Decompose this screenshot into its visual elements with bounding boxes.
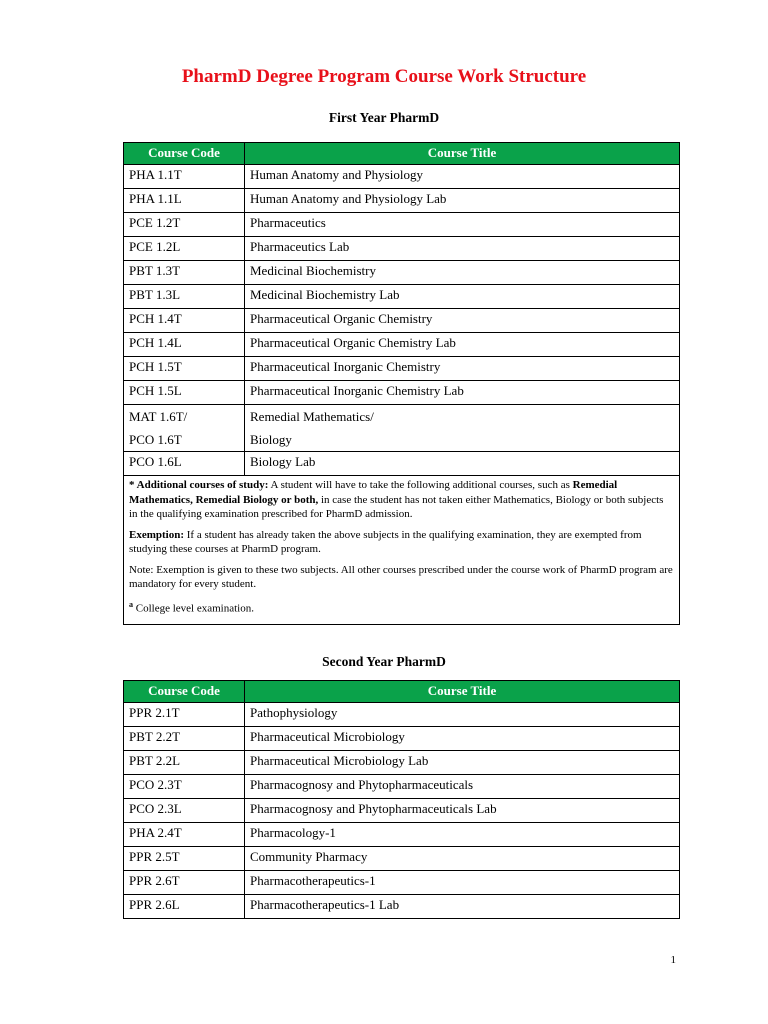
- course-code: [124, 405, 245, 452]
- table-row: [124, 381, 680, 405]
- course-title: Pharmaceutical Organic Chemistry Lab: [245, 333, 680, 357]
- course-code-line: PCO 1.6T: [129, 432, 182, 447]
- footnote-mark: a: [129, 599, 133, 609]
- course-code: PHA 2.4T: [124, 823, 245, 847]
- table-row: [124, 775, 680, 799]
- course-code: PHA 1.1T: [124, 165, 245, 189]
- course-title: Pharmacognosy and Phytopharmaceuticals Lab: [245, 799, 680, 823]
- additional-courses-text: A student will have to take the following additional courses, such as: [268, 479, 573, 491]
- course-title: Pharmacology-1: [245, 823, 680, 847]
- mandatory-note: Note: Exemption is given to these two subjects. All other courses prescribed under the course work of PharmD program are mandatory for every student.: [129, 563, 673, 590]
- table-row: [124, 895, 680, 919]
- course-title: Pharmaceutical Inorganic Chemistry Lab: [245, 381, 680, 405]
- course-code: PHA 1.1L: [124, 189, 245, 213]
- column-header-code: Course Code: [124, 681, 245, 703]
- table-row: [124, 213, 680, 237]
- course-title: Community Pharmacy: [245, 847, 680, 871]
- course-title-line: Biology: [250, 432, 292, 447]
- table-row: [124, 751, 680, 775]
- course-title-line: Remedial Mathematics/: [250, 409, 374, 424]
- column-header-title: Course Title: [245, 681, 680, 703]
- notes-cell: [124, 476, 680, 625]
- table-row: [124, 727, 680, 751]
- exemption-note: [129, 528, 674, 557]
- table-row: [124, 189, 680, 213]
- table-row: [124, 357, 680, 381]
- course-code: PCH 1.5T: [124, 357, 245, 381]
- second-year-table: [123, 680, 680, 919]
- course-title: Pharmaceutical Microbiology: [245, 727, 680, 751]
- course-code: PPR 2.1T: [124, 703, 245, 727]
- course-code: PBT 1.3T: [124, 261, 245, 285]
- course-title: Pharmaceutical Microbiology Lab: [245, 751, 680, 775]
- course-title: Pharmaceutics: [245, 213, 680, 237]
- column-header-title: Course Title: [245, 143, 680, 165]
- course-title: Pharmacotherapeutics-1 Lab: [245, 895, 680, 919]
- table-row: [124, 871, 680, 895]
- course-code: PBT 2.2T: [124, 727, 245, 751]
- course-code: PCE 1.2T: [124, 213, 245, 237]
- table-row: [124, 237, 680, 261]
- course-title: Biology Lab: [245, 452, 680, 476]
- table-row: [124, 823, 680, 847]
- table-row: [124, 799, 680, 823]
- first-year-heading: First Year PharmD: [328, 110, 440, 125]
- footnote: [129, 598, 674, 616]
- course-title: Human Anatomy and Physiology: [245, 165, 680, 189]
- course-code: PBT 1.3L: [124, 285, 245, 309]
- course-title: Pharmaceutics Lab: [245, 237, 680, 261]
- additional-courses-text-2: in case the student has not taken either Mathematics, Biology or both subjects in the qualifying examination prescribed for PharmD admission.: [129, 493, 664, 520]
- exemption-text: If a student has already taken the above subjects in the qualifying examination, they are exempted from studying these courses at PharmD program.: [129, 528, 642, 555]
- footnote-text: College level examination.: [133, 602, 254, 615]
- course-code: PPR 2.6L: [124, 895, 245, 919]
- additional-courses-bold: Remedial Mathematics, Remedial Biology or both,: [129, 479, 618, 506]
- table-row: [124, 703, 680, 727]
- course-code-line: MAT 1.6T/: [129, 409, 188, 424]
- course-title: Pharmaceutical Organic Chemistry: [245, 309, 680, 333]
- table-row: [124, 452, 680, 476]
- page-number: 1: [670, 954, 676, 966]
- course-title: Human Anatomy and Physiology Lab: [245, 189, 680, 213]
- course-title: [245, 405, 680, 452]
- course-title: Pharmacotherapeutics-1: [245, 871, 680, 895]
- table-row: [124, 165, 680, 189]
- additional-courses-note: [129, 478, 674, 522]
- course-title: Medicinal Biochemistry: [245, 261, 680, 285]
- course-code: PCH 1.5L: [124, 381, 245, 405]
- table-row: [124, 309, 680, 333]
- column-header-code: Course Code: [124, 143, 245, 165]
- table-row: [124, 405, 680, 452]
- second-year-heading: Second Year PharmD: [322, 654, 446, 669]
- course-code: PCO 2.3L: [124, 799, 245, 823]
- course-code: PPR 2.6T: [124, 871, 245, 895]
- course-code: PCO 1.6L: [124, 452, 245, 476]
- course-title: Pathophysiology: [245, 703, 680, 727]
- course-title: Pharmacognosy and Phytopharmaceuticals: [245, 775, 680, 799]
- page-title: PharmD Degree Program Course Work Structure: [181, 66, 587, 87]
- course-code: PPR 2.5T: [124, 847, 245, 871]
- additional-courses-label: * Additional courses of study:: [129, 479, 269, 491]
- table-header-row: [124, 681, 680, 703]
- table-row: [124, 261, 680, 285]
- course-title: Pharmaceutical Inorganic Chemistry: [245, 357, 680, 381]
- table-row: [124, 847, 680, 871]
- course-code: PCH 1.4T: [124, 309, 245, 333]
- course-code: PCE 1.2L: [124, 237, 245, 261]
- table-row: [124, 333, 680, 357]
- table-header-row: [124, 143, 680, 165]
- table-row: [124, 285, 680, 309]
- notes-row: [124, 476, 680, 625]
- course-code: PCO 2.3T: [124, 775, 245, 799]
- first-year-table: [123, 142, 680, 625]
- course-code: PCH 1.4L: [124, 333, 245, 357]
- exemption-label: Exemption:: [129, 528, 184, 541]
- course-code: PBT 2.2L: [124, 751, 245, 775]
- course-title: Medicinal Biochemistry Lab: [245, 285, 680, 309]
